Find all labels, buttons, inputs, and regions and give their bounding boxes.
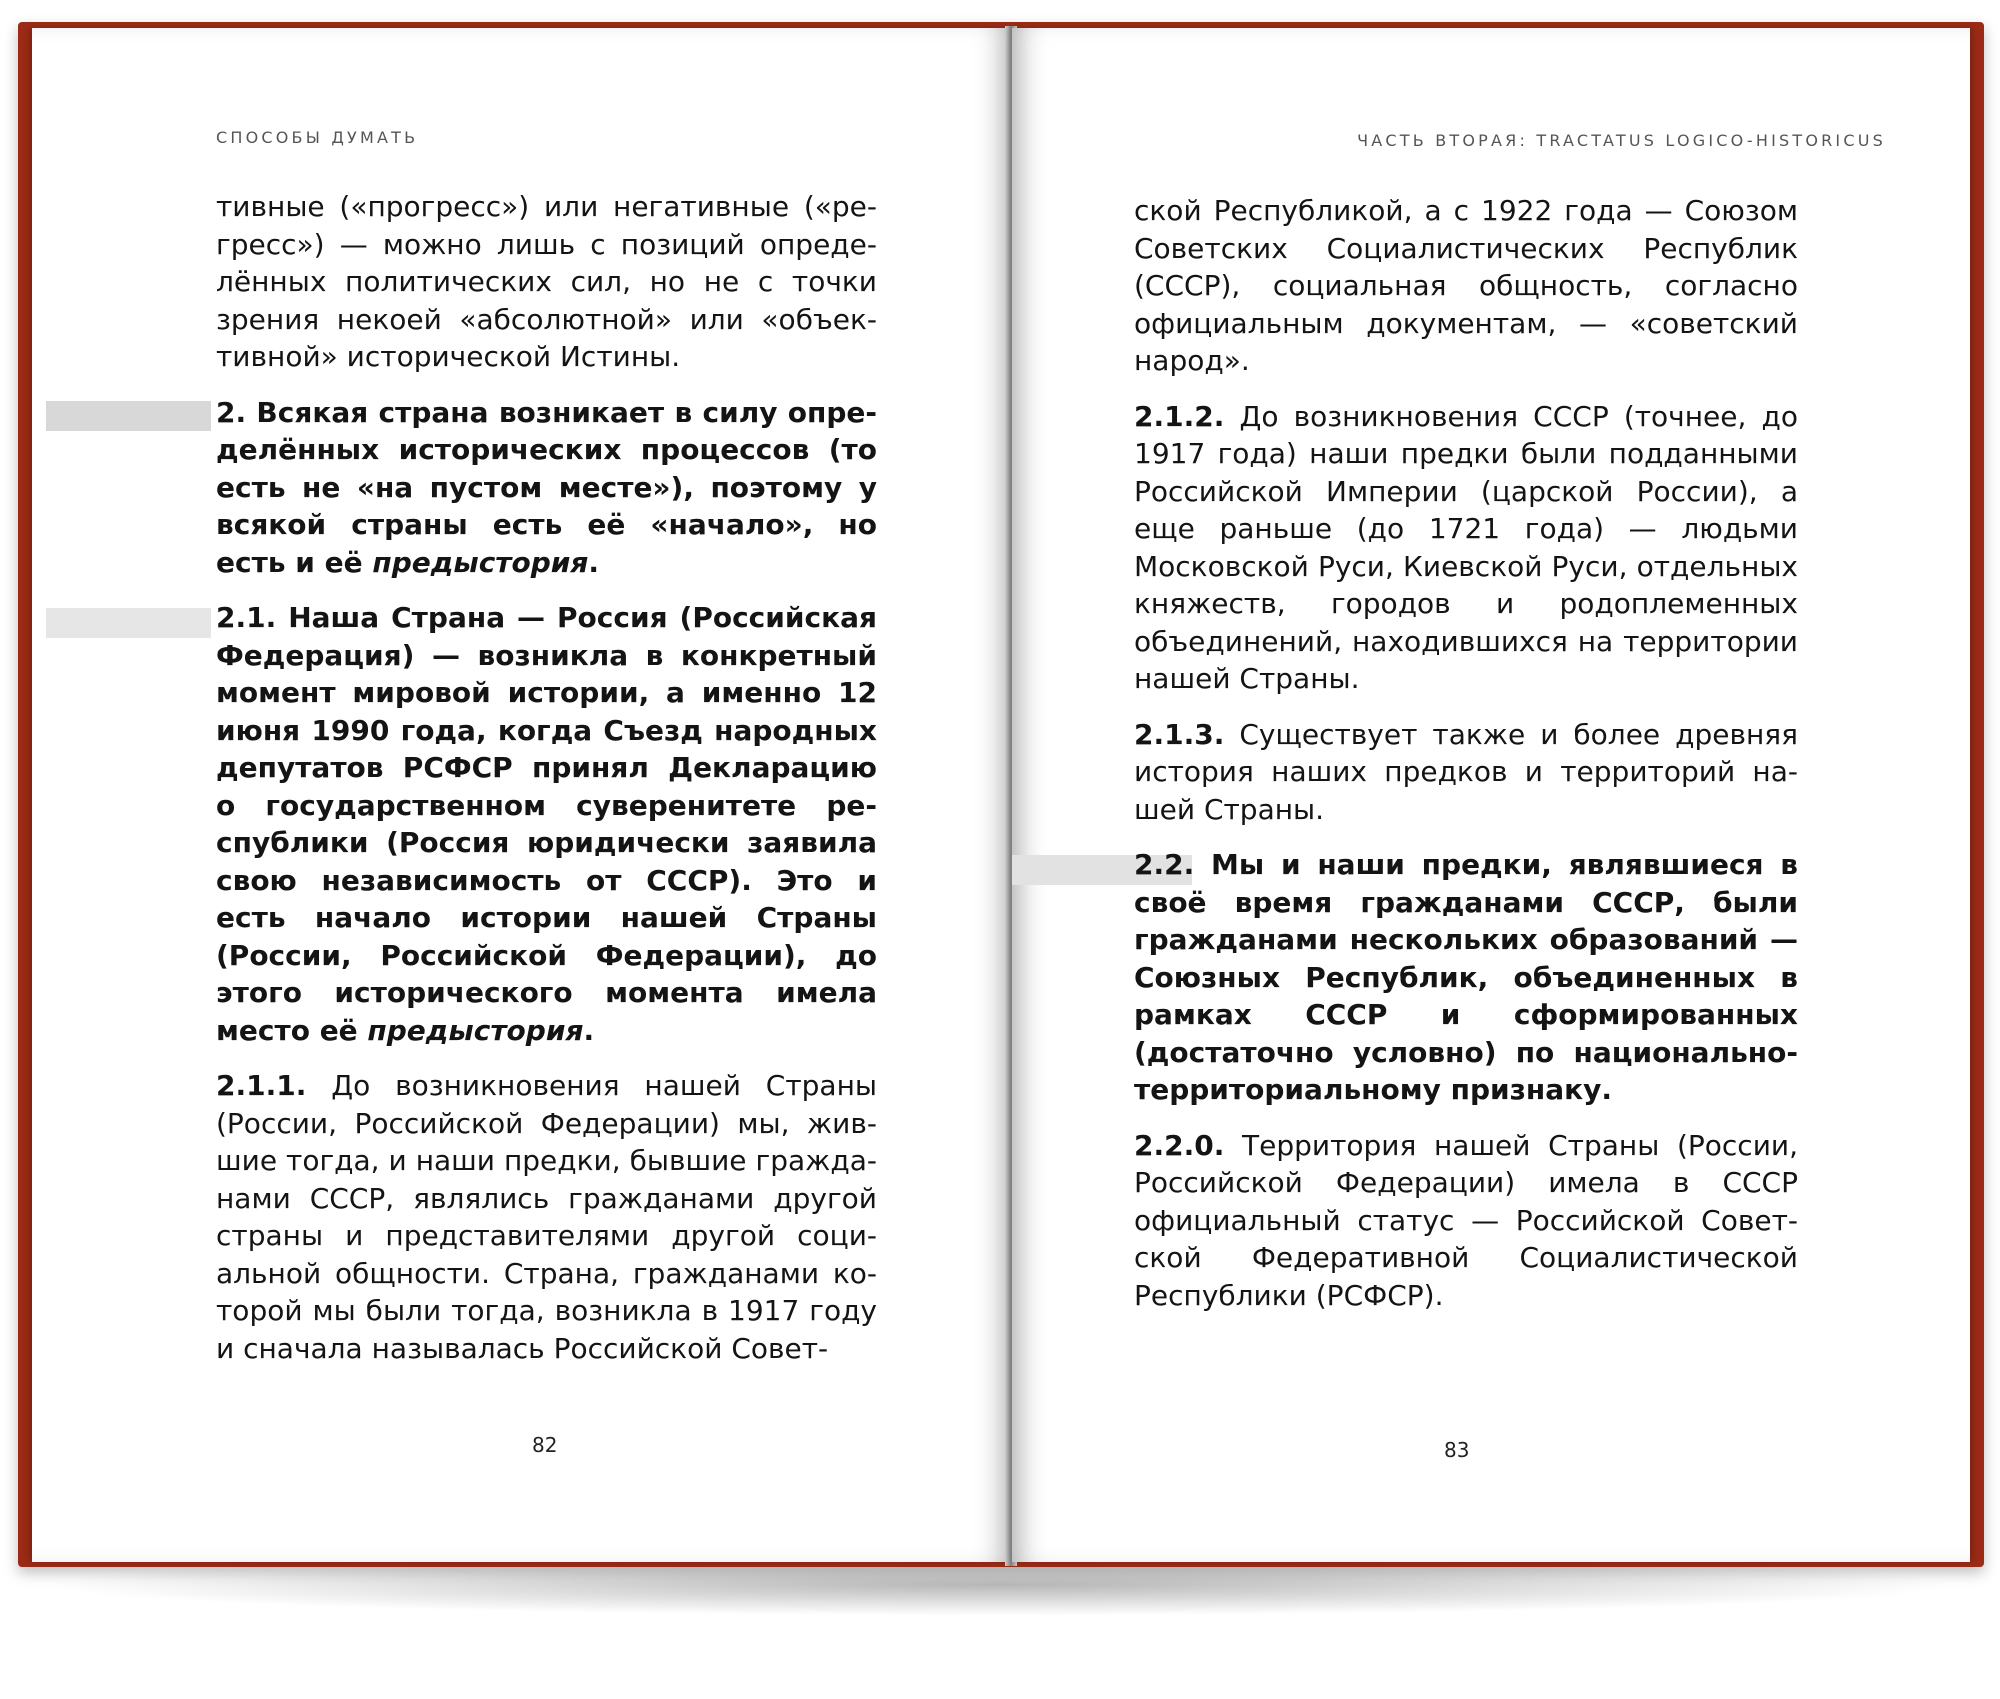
thesis-paragraph [1134, 846, 1798, 1109]
page-number: 83 [1444, 1438, 1470, 1462]
paragraph-text: Всякая страна возникает в силу определённых исторических процессов (то есть не «на пустом месте»), поэтому у всякой страны есть её «начало», но есть и её [216, 395, 877, 579]
emphasis-text: предыстория [367, 1013, 584, 1047]
left-page [32, 28, 1010, 1562]
paragraph-tail: . [583, 1013, 595, 1047]
paragraph [1134, 398, 1798, 698]
paragraph-text: До возникновения СССР (точнее, до 1917 года) наши предки были подданными Российской Империи (царской России), а еще раньше (до 1721 года) — людьми Московской Руси, Киевской Руси, отдельных княжеств, городов и родоплеменных объединений, находившихся на территории нашей Страны. [1134, 399, 1798, 695]
emphasis-text: предыстория [372, 545, 589, 579]
section-number: 2.1.2. [1134, 399, 1225, 433]
paragraph-text: Мы и наши предки, являвшиеся в своё время гражданами СССР, были гражданами нескольких образований — Союзных Республик, объединенных в рамках СССР и сформированных (достаточно условно) по национально-территориальному признаку. [1134, 848, 1798, 1106]
paragraph-text: ской Республикой, а с 1922 года — Союзом Советских Социалистических Республик (СССР), социальная общность, согласно официальным документам, — «советский народ». [1134, 194, 1798, 377]
paragraph-text: Наша Страна — Россия (Российская Федерация) — возникла в конкретный момент мировой истории, а именно 12 июня 1990 года, когда Съезд народных депутатов РСФСР принял Декларацию о государственном суверенитете республики (Россия юридически заявила свою независимость от СССР). Это и есть начало истории нашей Страны (России, Российской Федерации), до этого исторического момента имела место её [216, 601, 877, 1047]
left-running-head: СПОСОБЫ ДУМАТЬ [216, 128, 419, 147]
paragraph [1134, 716, 1798, 829]
right-body-text [1134, 192, 1798, 1332]
paragraph-text: тивные («прогресс») или негативные («регресс») — можно лишь с позиций определённых политических сил, но не с точки зрения некоей «абсолютной» или «объективной» исторической Истины. [216, 190, 877, 373]
section-marker [46, 608, 211, 638]
section-marker [46, 401, 211, 431]
page-number: 82 [532, 1433, 558, 1457]
thesis-paragraph [216, 599, 877, 1049]
section-number: 2.1.3. [1134, 717, 1225, 751]
right-running-head: ЧАСТЬ ВТОРАЯ: TRACTATUS LOGICO-HISTORICUS [1357, 131, 1886, 150]
paragraph [1134, 1127, 1798, 1315]
paragraph-text: Территория нашей Страны (России, Российской Федерации) имела в СССР официальный статус — Российской Советской Федеративной Социалистической Республики (РСФСР). [1134, 1128, 1798, 1312]
left-body-text [216, 188, 877, 1385]
right-page [1012, 28, 1970, 1562]
section-number: 2.1. [216, 601, 277, 634]
thesis-paragraph [216, 394, 877, 582]
section-number: 2.2. [1134, 848, 1195, 881]
paragraph-tail: . [588, 545, 600, 579]
section-number: 2. [216, 395, 247, 429]
paragraph-text: Существует также и более древняя история наших предков и территорий нашей Страны. [1134, 717, 1798, 826]
section-number: 2.2.0. [1134, 1128, 1225, 1162]
paragraph [216, 1067, 877, 1367]
paragraph [216, 188, 877, 376]
section-number: 2.1.1. [216, 1069, 307, 1102]
paragraph [1134, 192, 1798, 380]
paragraph-text: До возникновения нашей Страны (России, Российской Федерации) мы, жившие тогда, и наши предки, бывшие гражданами СССР, являлись гражданами другой страны и представителями другой социальной общности. Страна, гражданами которой мы были тогда, возникла в 1917 году и сначала называлась Российской Совет- [216, 1069, 877, 1365]
